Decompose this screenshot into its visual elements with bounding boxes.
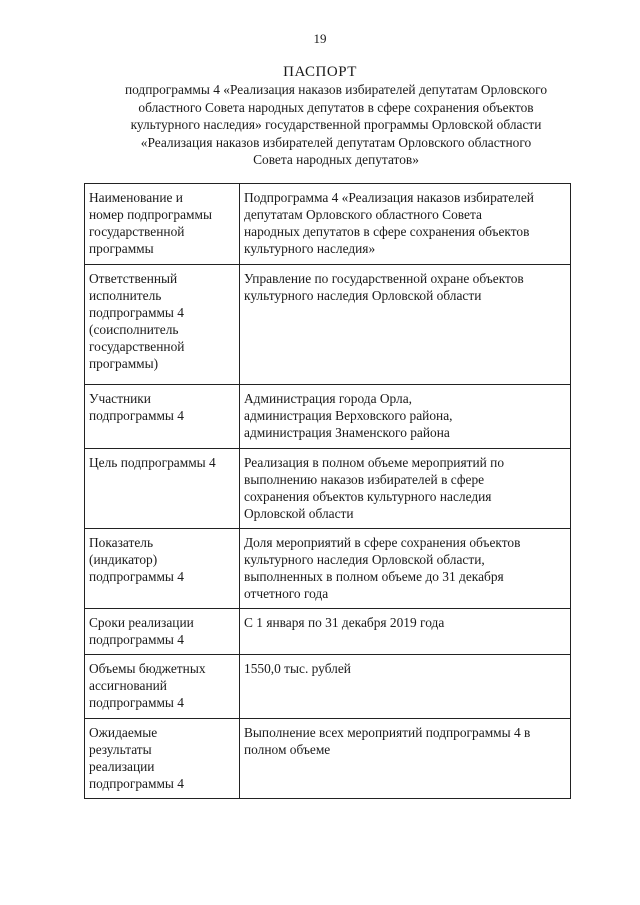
row-label-line: программы) [89,356,159,371]
table-row [85,655,571,719]
row-value-line: выполненных в полном объеме до 31 декабря [244,569,504,584]
table-row [85,529,571,609]
row-value-cell [240,184,571,265]
row-label-line: Показатель [89,535,154,550]
row-value-line: культурного наследия» [244,241,376,256]
row-label-cell [85,655,240,719]
row-label-line: Наименование и [89,190,183,205]
row-label-line: (индикатор) [89,552,158,567]
row-value-line: Подпрограмма 4 «Реализация наказов избирателей [244,190,534,205]
row-value-cell [240,449,571,529]
row-value-line: администрация Верховского района, [244,408,453,423]
row-label-line: (соисполнитель [89,322,179,337]
row-value-line: народных депутатов в сфере сохранения объектов [244,224,530,239]
row-value-line: Администрация города Орла, [244,391,413,406]
row-label-line: реализации [89,759,155,774]
row-label-line: подпрограммы 4 [89,569,184,584]
row-label-line: подпрограммы 4 [89,776,184,791]
row-label-line: исполнитель [89,288,162,303]
row-label-line: государственной [89,339,185,354]
row-label-cell [85,449,240,529]
table-row [85,385,571,449]
row-value-line: отчетного года [244,586,329,601]
row-label-line: подпрограммы 4 [89,408,184,423]
row-label-line: Ответственный [89,271,178,286]
row-value-cell [240,609,571,655]
row-value-cell [240,655,571,719]
row-label-line: Ожидаемые [89,725,158,740]
row-value-line: культурного наследия Орловской области [244,288,482,303]
passport-table [84,183,571,799]
table-row [85,449,571,529]
row-label-cell [85,184,240,265]
row-value-line: культурного наследия Орловской области, [244,552,485,567]
row-value-line: Доля мероприятий в сфере сохранения объектов [244,535,521,550]
row-label-cell [85,609,240,655]
row-value-line: Реализация в полном объеме мероприятий по [244,455,505,470]
row-label-line: ассигнований [89,678,167,693]
row-label-line: результаты [89,742,152,757]
table-row [85,719,571,799]
row-value-line: полном объеме [244,742,331,757]
row-label-cell [85,265,240,385]
row-value-cell [240,265,571,385]
page-number: 19 [313,31,327,46]
row-label-cell [85,529,240,609]
subtitle-line: Совета народных депутатов» [253,152,419,167]
document-title: ПАСПОРТ [283,64,357,80]
row-value-line: Управление по государственной охране объектов [244,271,524,286]
row-label-line: государственной [89,224,185,239]
row-value-line: Выполнение всех мероприятий подпрограммы 4 в [244,725,531,740]
table-row [85,184,571,265]
row-label-line: подпрограммы 4 [89,305,184,320]
row-value-cell [240,385,571,449]
row-label-line: подпрограммы 4 [89,695,184,710]
row-value-line: С 1 января по 31 декабря 2019 года [244,615,445,630]
row-value-cell [240,529,571,609]
row-value-line: депутатам Орловского областного Совета [244,207,482,222]
row-label-line: Сроки реализации [89,615,194,630]
subtitle-line: подпрограммы 4 «Реализация наказов избирателей депутатам Орловского [124,82,548,97]
subtitle-line: областного Совета народных депутатов в сфере сохранения объектов [138,99,534,115]
row-label-line: программы [89,241,154,256]
subtitle-line: «Реализация наказов избирателей депутатам Орловского областного [140,134,532,150]
row-label-line: Объемы бюджетных [89,661,206,676]
table-row [85,609,571,655]
row-label-line: подпрограммы 4 [89,632,184,647]
row-value-line: сохранения объектов культурного наследия [244,489,492,504]
document-subtitle [92,81,580,169]
row-label-cell [85,719,240,799]
row-value-cell [240,719,571,799]
row-value-line: выполнению наказов избирателей в сфере [244,472,485,487]
row-label-line: Цель подпрограммы 4 [89,455,216,470]
row-label-line: номер подпрограммы [89,207,212,222]
row-value-line: Орловской области [244,506,354,521]
row-value-line: администрация Знаменского района [244,425,450,440]
table-row [85,265,571,385]
row-label-cell [85,385,240,449]
row-label-line: Участники [89,391,151,406]
row-value-line: 1550,0 тыс. рублей [244,661,351,676]
subtitle-line: культурного наследия» государственной программы Орловской области [130,117,542,132]
